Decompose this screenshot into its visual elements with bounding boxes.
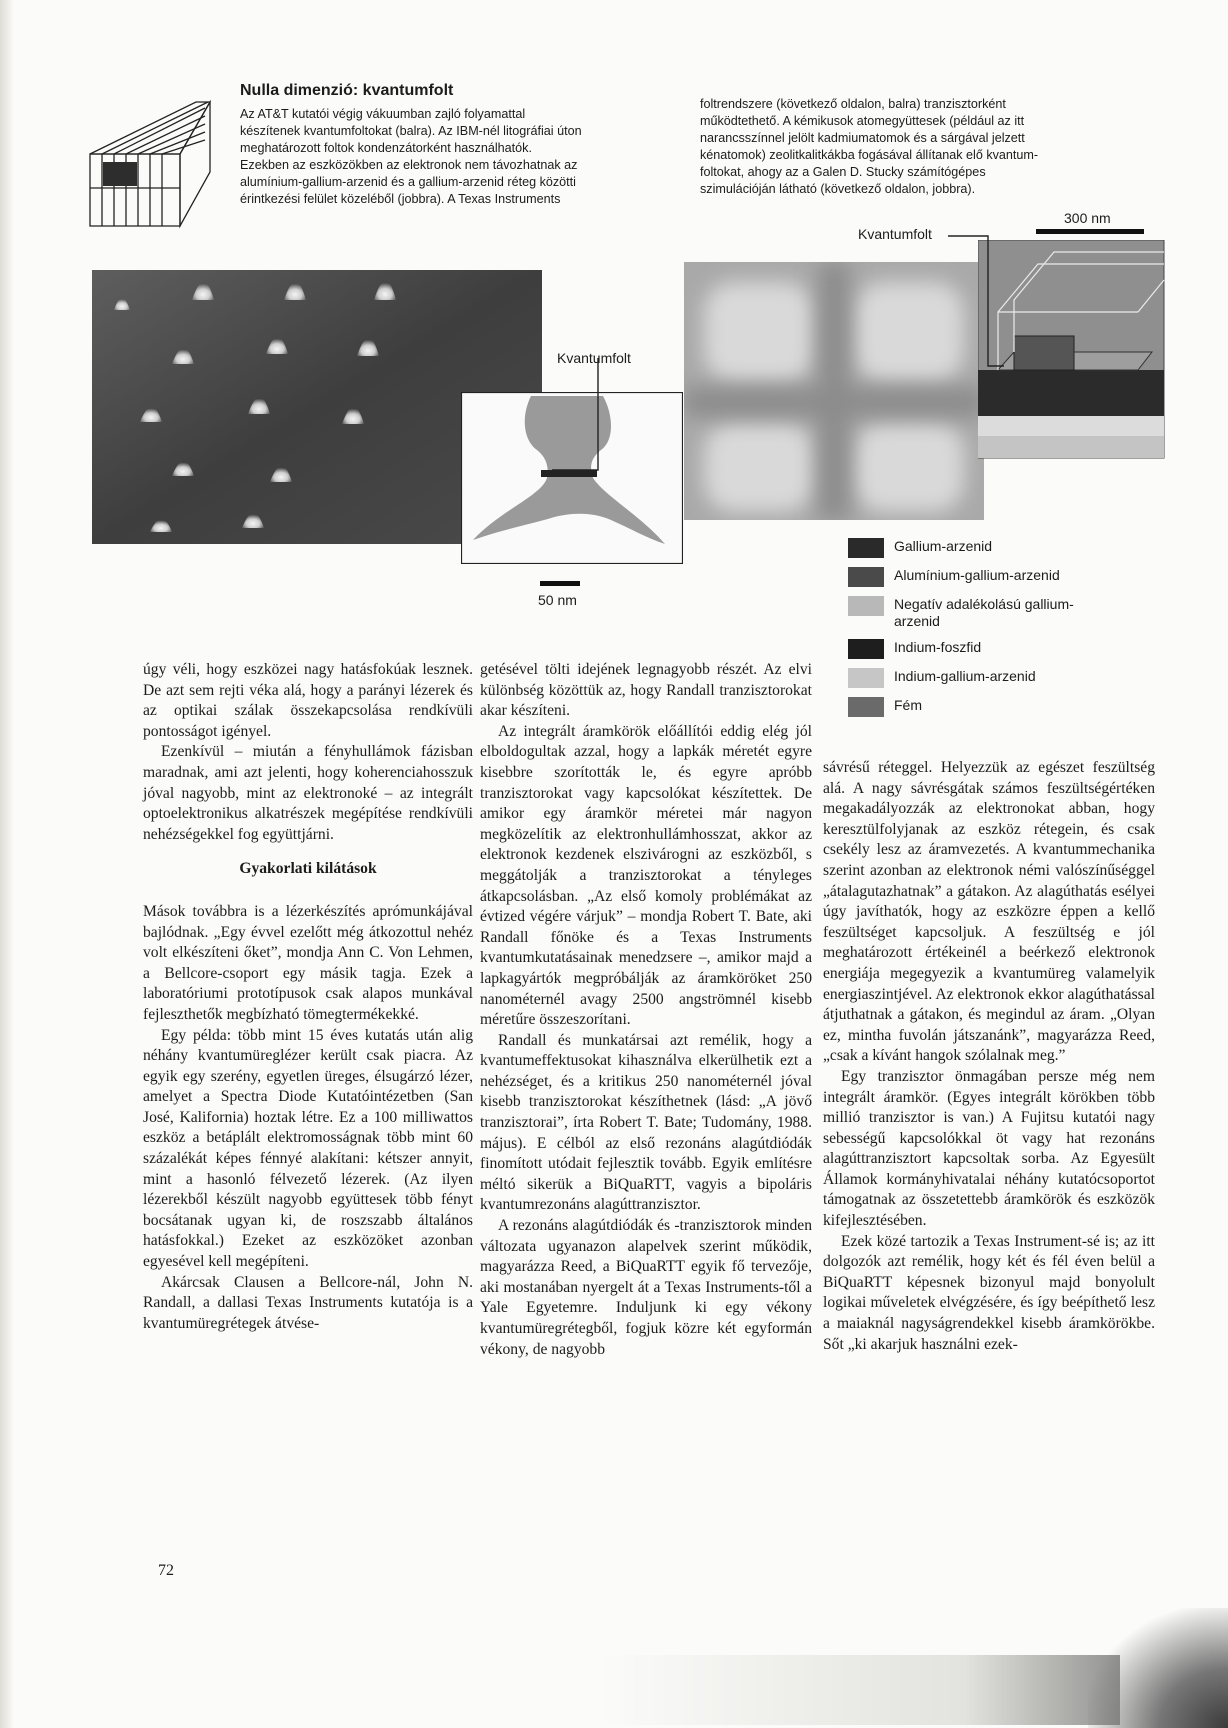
right-kvantumfolt-label: Kvantumfolt — [858, 226, 932, 242]
page-number: 72 — [158, 1562, 174, 1579]
article-column-3 — [823, 758, 1155, 1355]
paragraph: Ezek közé tartozik a Texas Instrument-sé is; az itt dolgozók azt remélik, hogy két és fél éven belül a BiQuaRTT képesnek bizonyul majd bonyolult logikai műveletek elvégzésére, és így beépíthető lesz a maiaknál nagyságrendekkel kisebb áramkörökbe. Sőt „ki akarjuk használni ezek- — [823, 1232, 1155, 1353]
right-pointer — [948, 226, 1008, 374]
legend-swatch — [848, 596, 884, 616]
scale-bar-left — [540, 581, 580, 586]
paragraph: Mások továbbra is a lézerkészítés aprómunkájával bajlódnak. „Egy évvel ezelőtt még átkozottul nehéz volt elkészíteni őket”, mondja Ann C. Von Lehmen, a Bellcore-csoport egy másik tagja. Ezek a laboratóriumi prototípusok csak alapos munkával fejleszthetők megbízható tömegtermékekké. — [143, 902, 473, 1023]
caption-right — [700, 96, 1120, 198]
legend-swatch — [848, 697, 884, 717]
paragraph: Az integrált áramkörök előállítói eddig elég jól elboldogultak azzal, hogy a lapkák méretét egyre kisebbre szorították le, és egyre apróbb tranzisztorokat vagy kapcsolókat készítettek. De amikor egy áramkör méretei már nagyon megközelítik az elektronhullámhosszat, akkor az elektronok kezdenek elszivárogni az eszközből, s meggátolják a tranzisztorokat a tényleges átkapcsolásban. „Az első komoly problémákat az évtized végére várjuk” – mondja Robert T. Bate, aki Randall főnöke és a Texas Instruments kvantumkutatásainak menedzsere –, amikor majd a lapkagyártók megpróbálják az áramköröket 250 nanométernél avagy 2500 angströmnél kisebb méretűre összeszorítani. — [480, 722, 812, 1029]
caption-title: Nulla dimenzió: kvantumfolt — [240, 82, 454, 99]
capacitor-micrograph — [684, 262, 984, 520]
legend-item — [848, 596, 1148, 630]
scan-smudge — [600, 1655, 1120, 1725]
scale-bar-right — [1036, 229, 1144, 234]
legend-item — [848, 668, 1148, 688]
paragraph: úgy véli, hogy eszközei nagy hatásfokúak lesznek. De azt sem rejti véka alá, hogy a parányi lézerek és az optikai szálak összekapcsolása rendkívüli pontosságot igényel. — [143, 661, 473, 740]
legend-swatch — [848, 567, 884, 587]
legend-item — [848, 538, 1148, 558]
caption-line: működtethető. A kémikusok atomegyüttesek (például az itt — [700, 114, 1025, 128]
legend-item — [848, 567, 1148, 587]
scale-label-right: 300 nm — [1064, 210, 1111, 226]
wire-schematic-figure — [86, 96, 216, 232]
layer-legend — [848, 538, 1148, 726]
scan-edge — [0, 0, 14, 1728]
caption-line: alumínium-gallium-arzenid és a gallium-arzenid réteg közötti — [240, 175, 576, 189]
scan-corner-shadow — [1088, 1608, 1228, 1728]
paragraph: sávrésű réteggel. Helyezzük az egészet feszültség alá. A nagy sávrésgátak számos feszültségértéken megakadályozzák az elektronokat abban, hogy keresztülfolyjanak az eszköz rétegein, és csak csekély lesz az áramvezetés. A kvantummechanika szerint azonban az elektronok némi valószínűséggel „átalagutazhatnak” a gátakon. Az alagúthatás esélyei úgy javíthatók, hogy az eszközre éppen a kellő feszültséget kapcsoljuk. A feszültség e jól meghatározott értékeinél a beérkező elektronok energiája megegyezik a kvantumüreg valamelyik energiaszintjével. Az elektronok ekkor alagúthatással átjuthatnak a gátakon, és megindul az áram. „Olyan ez, mintha fuvolán játszanánk”, magyarázza Reed, „csak a kívánt hangok szólalnak meg.” — [823, 759, 1155, 1065]
legend-swatch — [848, 668, 884, 688]
legend-label: Alumínium-gallium-arzenid — [894, 567, 1060, 583]
legend-label: Fém — [894, 697, 922, 713]
caption-line: kénatomok) zeolitkalitkákba fogásával állítanak elő kvantum- — [700, 148, 1039, 162]
caption-line: Ezekben az eszközökben az elektronok nem távozhatnak az — [240, 158, 578, 172]
legend-swatch — [848, 639, 884, 659]
caption-left — [240, 106, 680, 208]
caption-line: Az AT&T kutatói végig vákuumban zajló folyamattal — [240, 107, 526, 121]
caption-line: érintkezési felület közeléből (jobbra). A Texas Instruments — [240, 192, 561, 206]
paragraph: Egy tranzisztor önmagában persze még nem integrált áramkör. (Egyes integrált körökben több millió tranzisztor is van.) A Fujitsu kutatói nagy sebességű kapcsolókkal öt vagy hat rezonáns alagúttranzisztort kapcsoltak sorba. Az Egyesült Államok kormányhivatalai néhány kutatócsoportot támogatnak az összetettebb áramkörök és eszközök kifejlesztésében. — [823, 1067, 1155, 1230]
paragraph: Ezenkívül – miután a fényhullámok fázisban maradnak, ami azt jelenti, hogy koherenciahosszuk jóval nagyobb, mint az elektronoké – az integrált optoelektronikus alkatrészek megépítése rendkívüli nehézségekkel fog együttjárni. — [143, 743, 473, 843]
caption-line: foltrendszere (következő oldalon, balra) tranzisztorként — [700, 97, 1006, 111]
inset-pointer — [540, 358, 610, 480]
scale-label-left: 50 nm — [538, 592, 577, 608]
inset-label: Kvantumfolt — [557, 350, 631, 366]
legend-item — [848, 639, 1148, 659]
legend-label: Negatív adalékolású gallium-arzenid — [894, 596, 1074, 629]
paragraph: getésével tölti idejének legnagyobb részét. Az elvi különbség közöttük az, hogy Randall tranzisztorokat akar készíteni. — [480, 661, 812, 720]
paragraph: Akárcsak Clausen a Bellcore-nál, John N. Randall, a dallasi Texas Instruments kutatója is a kvantumüregrétegek átvése- — [143, 1273, 473, 1332]
legend-label: Indium-gallium-arzenid — [894, 668, 1036, 684]
section-heading: Gyakorlati kilátások — [239, 860, 377, 878]
legend-swatch — [848, 538, 884, 558]
legend-item — [848, 697, 1148, 717]
caption-line: narancsszínnel jelölt kadmiumatomok és a sárgával jelzett — [700, 131, 1025, 145]
caption-line: szimulációján látható (következő oldalon, jobbra). — [700, 182, 976, 196]
article-column-2 — [480, 660, 812, 1360]
legend-label: Indium-foszfid — [894, 639, 982, 655]
article-column-1 — [143, 660, 473, 1334]
paragraph: A rezonáns alagútdiódák és -tranzisztorok minden változata ugyanazon alapelvek szerint működik, magyarázza Reed, a BiQuaRTT egyik fő tervezője, aki mostanában nyergelt át a Texas Instruments-től a Yale Egyetemre. Induljunk ki egy vékony kvantumüregrétegből, fogjuk közre két egyformán vékony, de nagyobb — [480, 1217, 812, 1358]
caption-line: meghatározott foltok kondenzátorként használhatók. — [240, 141, 532, 155]
caption-line: foltokat, ahogy az a Galen D. Stucky számítógépes — [700, 165, 986, 179]
paragraph: Randall és munkatársai azt remélik, hogy a kvantumeffektusokat kihasználva elkerülhetik ezt a nehézséget, és a kritikus 250 nanométernél jóval kisebb tranzisztorokat készíthetnek (lásd: „A jövő tranzisztorai”, írta Robert T. Bate; Tudomány, 1988. május). E célból az első rezonáns alagútdiódák finomított utódait fejlesztik tovább. Egyik említésre méltó sikerük a BiQuaRTT, vagyis a bipoláris kvantumrezonáns alagúttranzisztor. — [480, 1031, 812, 1214]
paragraph: Egy példa: több mint 15 éves kutatás után alig néhány kvantumüreglézer került csak piacra. Az egyik egy szerény, egyetlen üreges, élsugárzó lézer, amelyet a Spectra Diode Kutatóintézetben (San José, Kalifornia) hoztak létre. Ez a 100 milliwattos eszköz a betáplált elektromosságnak több mint 60 százalékát képes fénnyé alakítani: kétszer annyit, mint a hasonló félvezető lézerek. (Az ilyen lézerekből készült nagyobb együttesek több fényt bocsátanak ugyan ki, de roszszabb általános hatásfokkal.) Ezeket az eszközöket azonban egyesével kell megépíteni. — [143, 1026, 473, 1271]
caption-line: készítenek kvantumfoltokat (balra). Az IBM-nél litográfiai úton — [240, 124, 582, 138]
legend-label: Gallium-arzenid — [894, 538, 993, 554]
